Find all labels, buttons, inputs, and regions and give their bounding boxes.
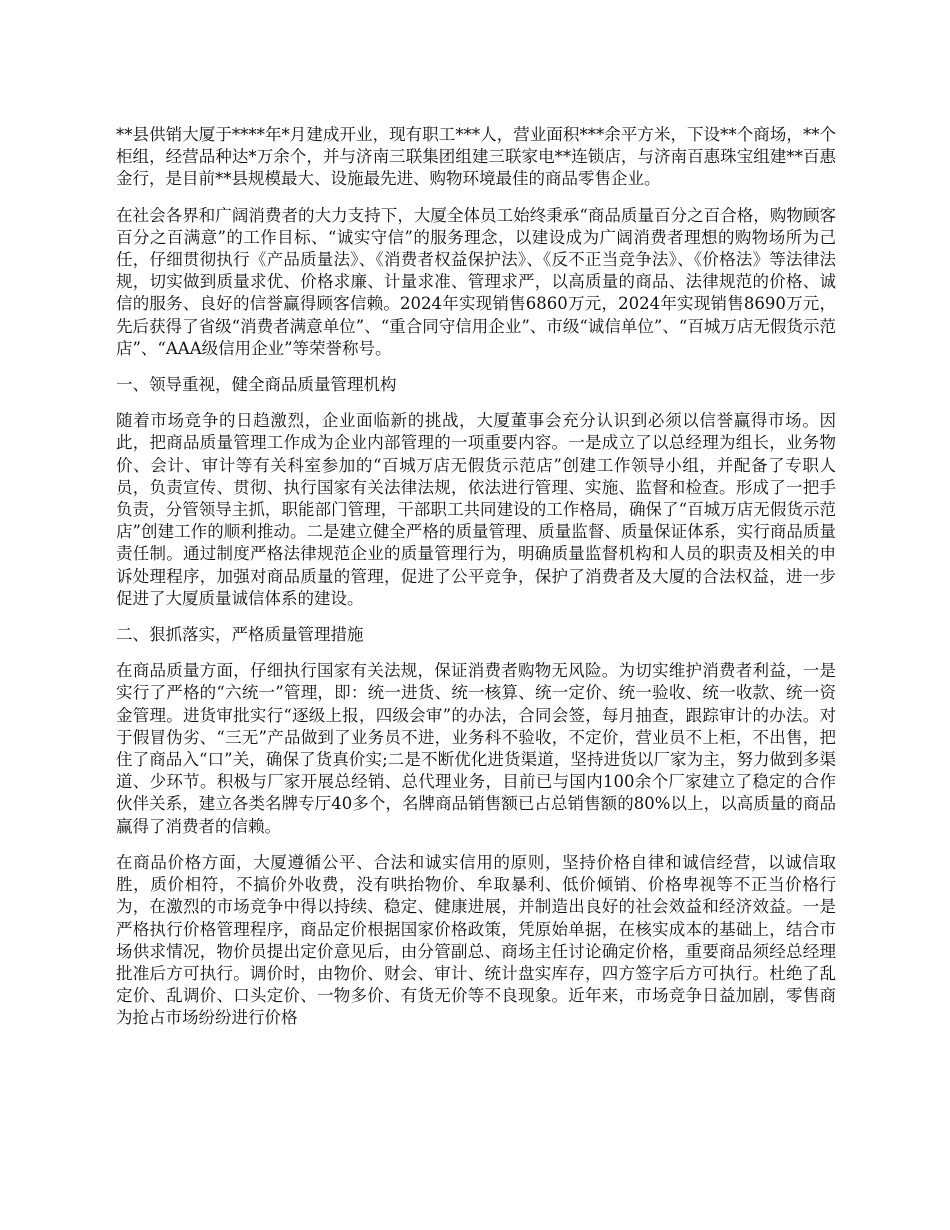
paragraph-section-1: 随着市场竞争的日趋激烈，企业面临新的挑战，大厦董事会充分认识到必须以信誉赢得市场。因此，把商品质量管理工作成为企业内部管理的一项重要内容。一是成立了以总经理为组长，业务物价、会计、审计等有关科室参加的“百城万店无假货示范店”创建工作领导小组，并配备了专职人员，负责宣传、贯彻、执行国家有关法律法规，依法进行管理、实施、监督和检查。形成了一把手负责，分管领导主抓，职能部门管理，干部职工共同建设的工作格局，确保了“百城万店无假货示范店”创建工作的顺利推动。二是建立健全严格的质量管理、质量监督、质量保证体系，实行商品质量责任制。通过制度严格法律规范企业的质量管理行为，明确质量监督机构和人员的职责及相关的申诉处理程序，加强对商品质量的管理，促进了公平竞争，保护了消费者及大厦的合法权益，进一步促进了大厦质量诚信体系的建设。 [116, 411, 836, 608]
paragraph-intro: **县供销大厦于****年*月建成开业，现有职工***人，营业面积***余平方米，下设**个商场，**个柜组，经营品种达*万余个，并与济南三联集团组建三联家电**连锁店，与济南百惠珠宝组建**百惠金行，是目前**县规模最大、设施最先进、购物环境最佳的商品零售企业。 [116, 125, 837, 189]
paragraph-price: 在商品价格方面，大厦遵循公平、合法和诚实信用的原则，坚持价格自律和诚信经营，以诚信取胜，质价相符，不搞价外收费，没有哄抬物价、牟取暴利、低价倾销、价格卑视等不正当价格行为，在激烈的市场竞争中得以持续、稳定、健康进展，并制造出良好的社会效益和经济效益。一是严格执行价格管理程序，商品定价根据国家价格政策，凭原始单据，在核实成本的基础上，结合市场供求情况，物价员提出定价意见后，由分管副总、商场主任讨论确定价格，重要商品须经总经理批准后方可执行。调价时，由物价、财会、审计、统计盘实库存，四方签字后方可执行。杜绝了乱定价、乱调价、口头定价、一物多价、有货无价等不良现象。近年来，市场竞争日益加剧，零售商为抢占市场纷纷进行价格 [116, 852, 836, 1028]
section-heading-2: 二、狠抓落实，严格质量管理措施 [116, 625, 364, 645]
paragraph-quality: 在商品质量方面，仔细执行国家有关法规，保证消费者购物无风险。为切实维护消费者利益，一是实行了严格的“六统一”管理，即：统一进货、统一核算、统一定价、统一验收、统一收款、统一资金管理。进货审批实行“逐级上报，四级会审”的办法，合同会签，每月抽查，跟踪审计的办法。对于假冒伪劣、“三无”产品做到了业务员不进，业务科不验收，不定价，营业员不上柜，不出售，把住了商品入“口”关，确保了货真价实;二是不断优化进货渠道，坚持进货以厂家为主，努力做到多渠道、少环节。积极与厂家开展总经销、总代理业务，目前已与国内100余个厂家建立了稳定的合作伙伴关系，建立各类名牌专厅40多个，名牌商品销售额已占总销售额的80%以上，以高质量的商品赢得了消费者的信赖。 [116, 661, 836, 836]
document-body [116, 124, 836, 1044]
paragraph-overview: 在社会各界和广阔消费者的大力支持下，大厦全体员工始终秉承“商品质量百分之百合格，购物顾客百分之百满意”的工作目标、“诚实守信”的服务理念，以建设成为广阔消费者理想的购物场所为己任，仔细贯彻执行《产品质量法》、《消费者权益保护法》、《反不正当竞争法》、《价格法》等法律法规，切实做到质量求优、价格求廉、计量求准、管理求严，以高质量的商品、法律规范的价格、诚信的服务、良好的信誉赢得顾客信赖。2024年实现销售6860万元，2024年实现销售8690万元，先后获得了省级“消费者满意单位”、“重合同守信用企业”、市级“诚信单位”、“百城万店无假货示范店”、“AAA级信用企业”等荣誉称号。 [116, 205, 836, 358]
section-heading-1: 一、领导重视，健全商品质量管理机构 [116, 375, 397, 395]
